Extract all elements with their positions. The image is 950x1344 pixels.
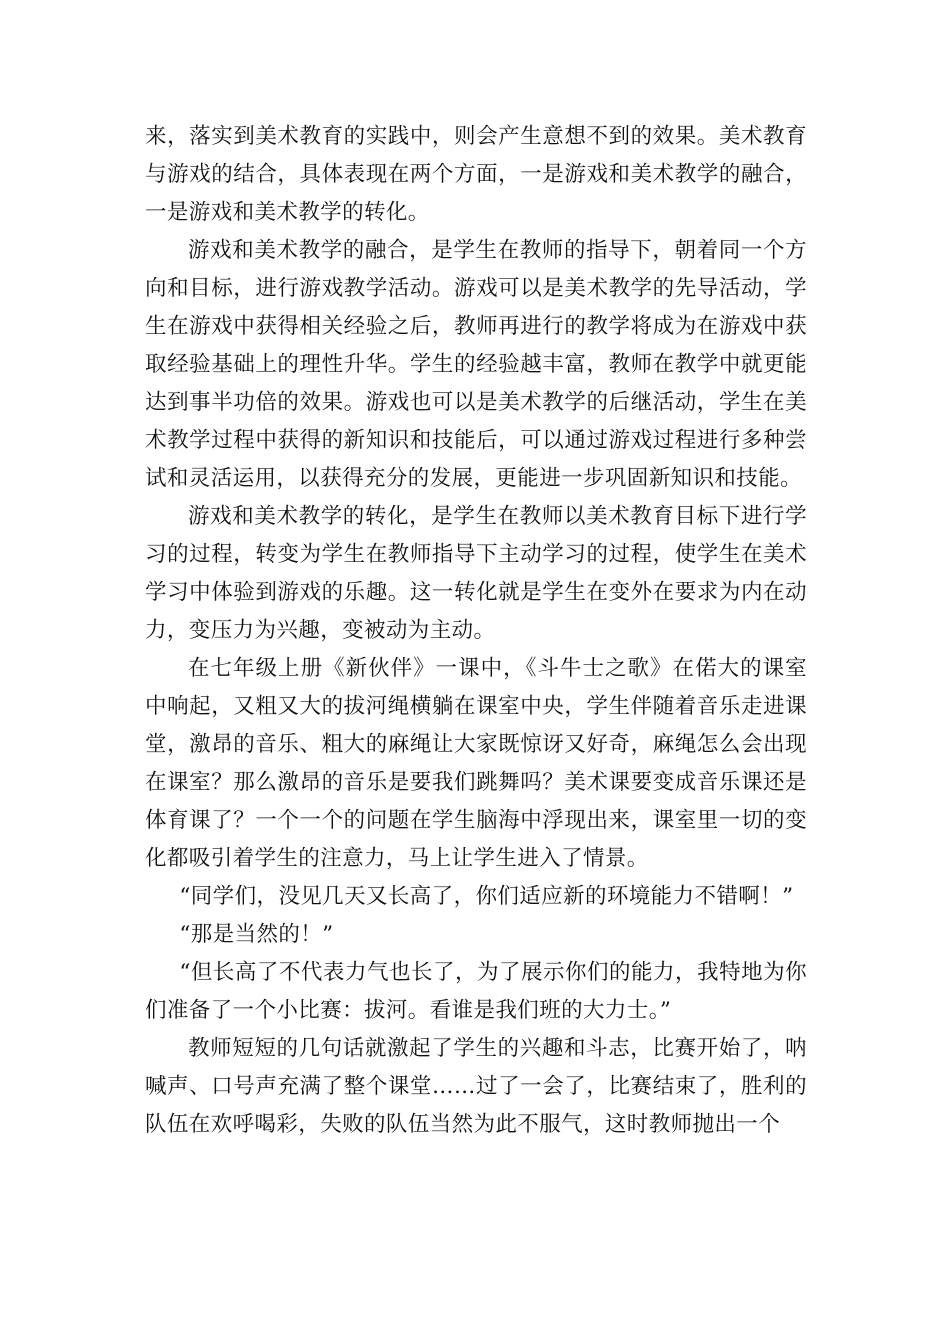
paragraph-4: 在七年级上册《新伙伴》一课中，《斗牛士之歌》在偌大的课室中响起，又粗又大的拔河绳横躺在课室中央，学生伴随着音乐走进课堂，激昂的音乐、粗大的麻绳让大家既惊讶又好奇，麻绳怎么会出现在课室？那么激昂的音乐是要我们跳舞吗？美术课要变成音乐课还是体育课了？一个一个的问题在学生脑海中浮现出来，课室里一切的变化都吸引着学生的注意力，马上让学生进入了情景。 xyxy=(145,656,807,871)
paragraph-3: 游戏和美术教学的转化，是学生在教师以美术教育目标下进行学习的过程，转变为学生在教师指导下主动学习的过程，使学生在美术学习中体验到游戏的乐趣。这一转化就是学生在变外在要求为内在动力，变压力为兴趣，变被动为主动。 xyxy=(145,504,807,643)
body-text xyxy=(145,118,807,1144)
paragraph-5: 教师短短的几句话就激起了学生的兴趣和斗志，比赛开始了，呐喊声、口号声充满了整个课堂……过了一会了，比赛结束了，胜利的队伍在欢呼喝彩，失败的队伍当然为此不服气，这时教师抛出一个 xyxy=(145,1036,807,1137)
paragraph-2: 游戏和美术教学的融合，是学生在教师的指导下，朝着同一个方向和目标，进行游戏教学活动。游戏可以是美术教学的先导活动，学生在游戏中获得相关经验之后，教师再进行的教学将成为在游戏中获取经验基础上的理性升华。学生的经验越丰富，教师在教学中就更能达到事半功倍的效果。游戏也可以是美术教学的后继活动，学生在美术教学过程中获得的新知识和技能后，可以通过游戏过程进行多种尝试和灵活运用，以获得充分的发展，更能进一步巩固新知识和技能。 xyxy=(145,238,807,491)
paragraph-1: 来，落实到美术教育的实践中，则会产生意想不到的效果。美术教育与游戏的结合，具体表现在两个方面，一是游戏和美术教学的融合，一是游戏和美术教学的转化。 xyxy=(145,124,807,225)
dialogue-3: “但长高了不代表力气也长了，为了展示你们的能力，我特地为你们准备了一个小比赛：拔河。看谁是我们班的大力士。” xyxy=(145,960,807,1023)
dialogue-2: “那是当然的！” xyxy=(179,922,334,947)
dialogue-1: “同学们，没见几天又长高了，你们适应新的环境能力不错啊！” xyxy=(179,884,794,909)
